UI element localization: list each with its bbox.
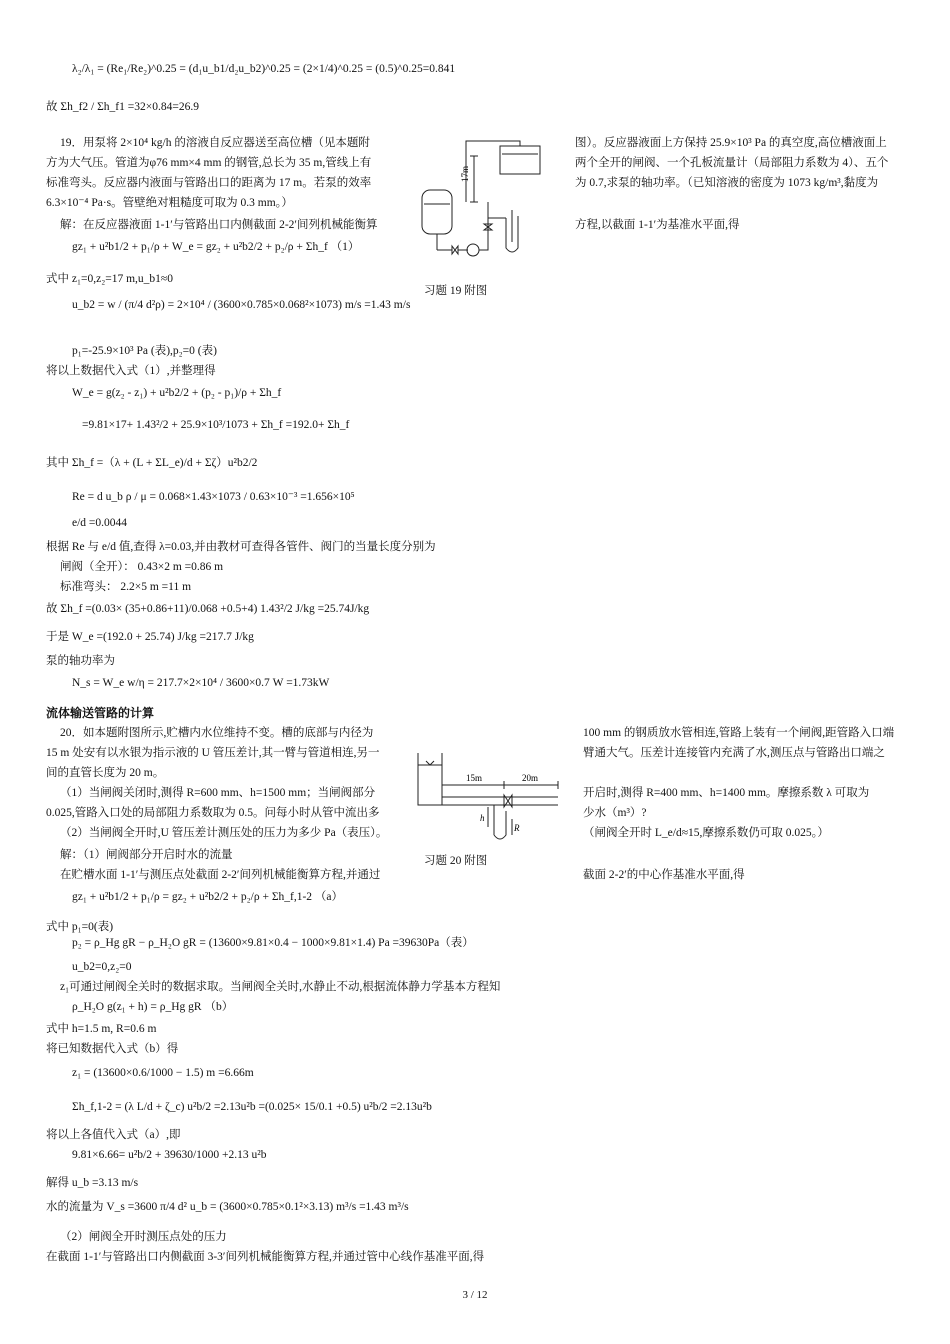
problem-20-line-2: 15 m 处安有以水银为指示液的 U 管压差计,其一臂与管道相连,另一 — [46, 747, 380, 759]
where-h-r: 式中 h=1.5 m, R=0.6 m — [46, 1023, 157, 1035]
eq-bernoulli-1: gz₁ + u²b1/2 + p₁/ρ + W_e = gz₂ + u²b2/2 + p₂/ρ + Σh_f （1） — [72, 241, 360, 253]
eq-ed: e/d =0.0044 — [72, 517, 128, 529]
valve-length: 闸阀（全开）： 0.43×2 m =0.86 m — [60, 561, 224, 573]
problem-19-line-2: 方为大气压。管道为φ76 mm×4 mm 的钢管,总长为 35 m,管线上有 — [46, 157, 372, 169]
eq-solve-ub: 9.81×6.66= u²b/2 + 39630/1000 +2.13 u²b — [72, 1149, 267, 1161]
part-2-text: 在截面 1-1′与管路出口内侧截面 3-3′间列机械能衡算方程,并通过管中心线作基准平面,得 — [46, 1251, 485, 1263]
problem-20-right-4: 少水（m³）? — [583, 807, 647, 819]
eq-we: W_e = g(z₂ - z₁) + u²b2/2 + (p₂ - p₁)/ρ + Σh_f — [72, 387, 282, 399]
eq-lambda-ratio: λ₂/λ₁ = (Re₁/Re₂)^0.25 = (d₁u_b1/d₂u_b2)^0.25 = (2×1/4)^0.25 = (0.5)^0.25=0.841 — [72, 63, 456, 75]
eq-hf-result: 故 Σh_f =(0.03× (35+0.86+11)/0.068 +0.5+4) 1.43²/2 J/kg =25.74J/kg — [46, 603, 370, 615]
pressures: p₁=-25.9×10³ Pa (表),p₂=0 (表) — [72, 345, 217, 357]
eq-p2: p₂ = ρ_Hg gR − ρ_H₂O gR = (13600×9.81×0.4 − 1000×9.81×1.4) Pa =39630Pa（表） — [72, 937, 474, 949]
fig19-height-label: 17m — [460, 165, 470, 182]
shaft-power-label: 泵的轴功率为 — [46, 655, 115, 667]
ub2-z2: u_b2=0,z₂=0 — [72, 961, 132, 973]
problem-20-right-2: 臂通大气。压差计连接管内充满了水,测压点与管路出口端之 — [583, 747, 885, 759]
problem-20-line-5: 0.025,管路入口处的局部阻力系数取为 0.5。问每小时从管中流出多 — [46, 807, 380, 819]
z1-note: z₁可通过闸阀全关时的数据求取。当闸阀全关时,水静止不动,根据流体静力学基本方程知 — [60, 981, 501, 993]
eq-we-result: 于是 W_e =(192.0 + 25.74) J/kg =217.7 J/kg — [46, 631, 254, 643]
problem-19-line-4: 6.3×10⁻⁴ Pa·s。管壁绝对粗糙度可取为 0.3 mm。） — [46, 197, 293, 209]
eq-hf-ratio: 故 Σh_f2 / Σh_f1 =32×0.84=26.9 — [46, 101, 199, 113]
solution-19-right: 方程,以截面 1-1′为基准水平面,得 — [575, 219, 740, 231]
eq-ub-result: 解得 u_b =3.13 m/s — [46, 1177, 139, 1189]
solution-19-intro: 解：在反应器液面 1-1′与管路出口内侧截面 2-2′间列机械能衡算 — [60, 219, 378, 231]
eq-bernoulli-a: gz₁ + u²b1/2 + p₁/ρ = gz₂ + u²b2/2 + p₂/ρ + Σh_f,1-2 （a） — [72, 891, 344, 903]
substitute-b: 将已知数据代入式（b）得 — [46, 1043, 179, 1055]
eq-z1: z₁ = (13600×0.6/1000 − 1.5) m =6.66m — [72, 1067, 254, 1079]
eq-sum-hf-12: Σh_f,1-2 = (λ L/d + ζ_c) u²b/2 =2.13u²b =(0.025× 15/0.1 +0.5) u²b/2 =2.13u²b — [72, 1101, 432, 1113]
fig20-r: R — [514, 823, 520, 833]
problem-19-right-3: 为 0.7,求泵的轴功率。（已知溶液的密度为 1073 kg/m³,黏度为 — [575, 177, 879, 189]
problem-20-line-4: （1）当闸阀关闭时,测得 R=600 mm、h=1500 mm；当闸阀部分 — [60, 787, 376, 799]
problem-20-right-1: 100 mm 的钢质放水管相连,管路上装有一个闸阀,距管路入口端 — [583, 727, 895, 739]
problem-20-right-3: 开启时,测得 R=400 mm、h=1400 mm。摩擦系数 λ 可取为 — [583, 787, 870, 799]
eq-sum-hf: 其中 Σh_f =（λ + (L + ΣL_e)/d + Σζ）u²b2/2 — [46, 457, 258, 469]
figure-19-caption: 习题 19 附图 — [424, 285, 488, 297]
eq-ns: N_s = W_e w/η = 217.7×2×10⁴ / 3600×0.7 W =1.73kW — [72, 677, 330, 689]
eq-re: Re = d u_b ρ / μ = 0.068×1.43×1073 / 0.63×10⁻³ =1.656×10⁵ — [72, 491, 355, 503]
figure-20-caption: 习题 20 附图 — [424, 855, 488, 867]
eq-flow-rate: 水的流量为 V_s =3600 π/4 d² u_b = (3600×0.785×0.1²×3.13) m³/s =1.43 m³/s — [46, 1201, 409, 1213]
fig20-len2: 20m — [522, 773, 539, 783]
problem-19-line-3: 标准弯头。反应器内液面与管路出口的距离为 17 m。若泵的效率 — [46, 177, 372, 189]
problem-19-line-1: 19．用泵将 2×10⁴ kg/h 的溶液自反应器送至高位槽（见本题附 — [60, 137, 370, 149]
problem-20-line-3: 间的直管长度为 20 m。 — [46, 767, 165, 779]
problem-19-right-1: 图）。反应器液面上方保持 25.9×10³ Pa 的真空度,高位槽液面上 — [575, 137, 887, 149]
problem-20-line-6: （2）当闸阀全开时,U 管压差计测压处的压力为多少 Pa（表压）。 — [60, 827, 388, 839]
fig20-h: h — [480, 813, 485, 823]
part-2-heading: （2）闸阀全开时测压点处的压力 — [60, 1231, 227, 1243]
eq-ub2: u_b2 = w / (π/4 d²ρ) = 2×10⁴ / (3600×0.785×0.068²×1073) m/s =1.43 m/s — [72, 299, 411, 311]
elbow-length: 标准弯头： 2.2×5 m =11 m — [60, 581, 192, 593]
where-p1: 式中 p₁=0(表) — [46, 921, 114, 933]
problem-20-line-1: 20．如本题附图所示,贮槽内水位维持不变。槽的底部与内径为 — [60, 727, 374, 739]
section-heading: 流体输送管路的计算 — [46, 706, 155, 720]
problem-20-right-5: （闸阀全开时 L_e/d≈15,摩擦系数仍可取 0.025。） — [583, 827, 829, 839]
solution-20-intro: 解：（1）闸阀部分开启时水的流量 — [60, 849, 233, 861]
page-number: 3 / 12 — [462, 1289, 488, 1301]
figure-20-diagram — [408, 745, 568, 845]
lookup-text: 根据 Re 与 e/d 值,查得 λ=0.03,并由教材可查得各管件、阀门的当量长度分别为 — [46, 541, 436, 553]
figure-19-diagram — [408, 138, 558, 270]
fig20-len1: 15m — [466, 773, 483, 783]
where-z: 式中 z₁=0,z₂=17 m,u_b1≈0 — [46, 273, 173, 285]
substitute-1: 将以上数据代入式（1）,并整理得 — [46, 365, 216, 377]
problem-19-right-2: 两个全开的闸阀、一个孔板流量计（局部阻力系数为 4）、五个 — [575, 157, 889, 169]
substitute-a: 将以上各值代入式（a）,即 — [46, 1129, 181, 1141]
solution-20-right: 截面 2-2′的中心作基准水平面,得 — [583, 869, 745, 881]
eq-hydrostatic-b: ρ_H₂O g(z₁ + h) = ρ_Hg gR （b） — [72, 1001, 234, 1013]
eq-we-numeric: =9.81×17+ 1.43²/2 + 25.9×10³/1073 + Σh_f =192.0+ Σh_f — [82, 419, 350, 431]
solution-20-text: 在贮槽水面 1-1′与测压点处截面 2-2′间列机械能衡算方程,并通过 — [60, 869, 381, 881]
